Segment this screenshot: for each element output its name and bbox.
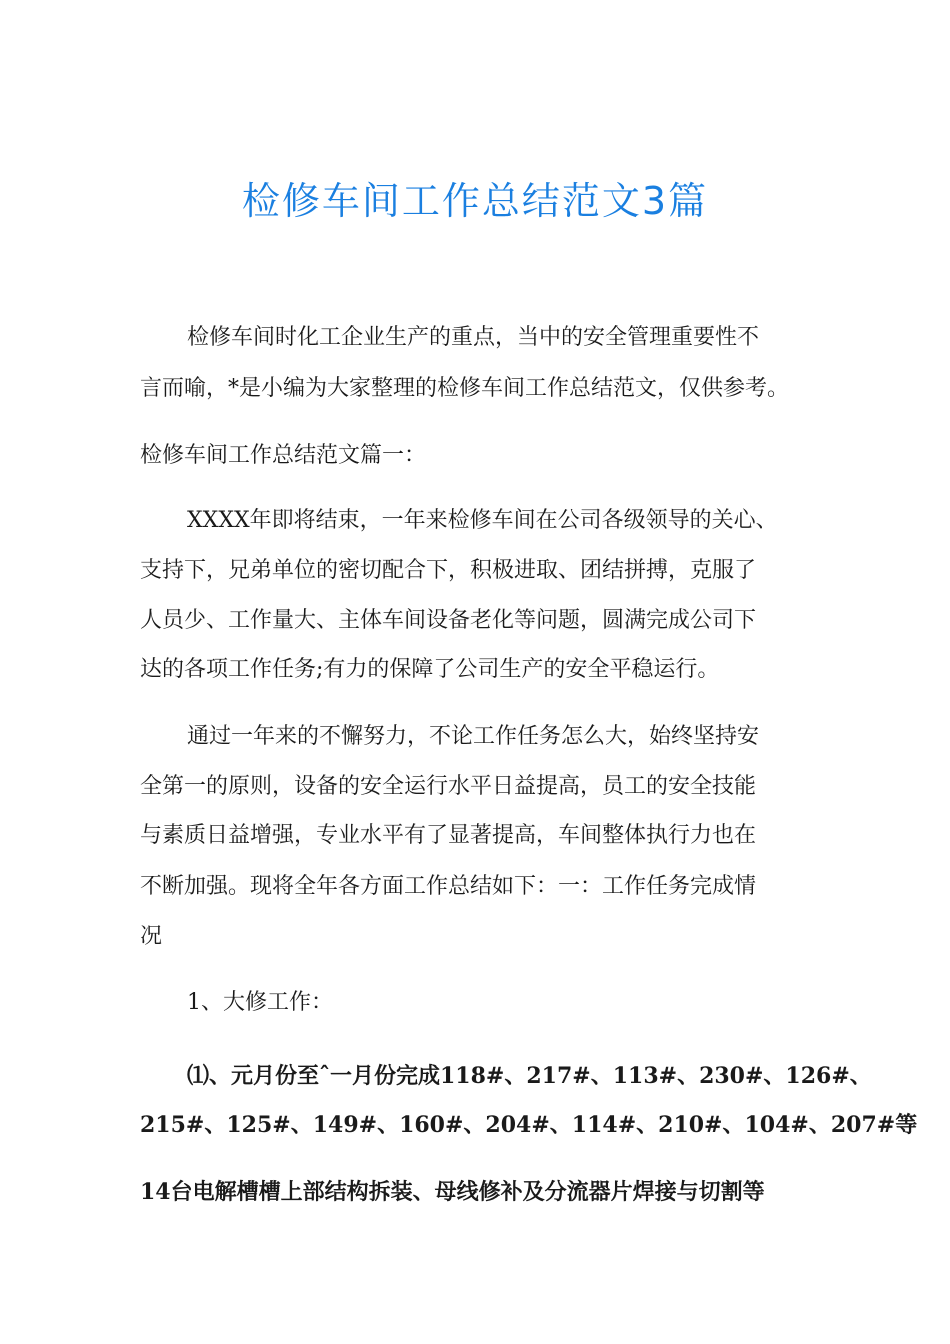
- paragraph-2-line-4: 不断加强。现将全年各方面工作总结如下：一：工作任务完成情: [140, 874, 757, 899]
- item-line-2: 215#、125#、149#、160#、204#、114#、210#、104#、207#等: [140, 1112, 918, 1138]
- document-title: 检修车间工作总结范文3篇: [241, 179, 709, 223]
- paragraph-2-line-3: 与素质日益增强，专业水平有了显著提高，车间整体执行力也在: [140, 823, 757, 848]
- paragraph-1-line-1: XXXX年即将结束，一年来检修车间在公司各级领导的关心、: [187, 508, 778, 533]
- paragraph-2-line-2: 全第一的原则，设备的安全运行水平日益提高，员工的安全技能: [140, 774, 757, 799]
- intro-line-2: 言而喻，*是小编为大家整理的检修车间工作总结范文，仅供参考。: [140, 376, 790, 401]
- section-heading: 检修车间工作总结范文篇一：: [140, 443, 427, 468]
- paragraph-1-line-4: 达的各项工作任务;有力的保障了公司生产的安全平稳运行。: [140, 657, 720, 682]
- paragraph-1-line-2: 支持下，兄弟单位的密切配合下，积极进取、团结拼搏，克服了: [140, 558, 757, 583]
- item-line-1: ⑴、元月份至ˆ一月份完成118#、217#、113#、230#、126#、: [187, 1063, 872, 1089]
- paragraph-2-line-5: 况: [140, 924, 163, 949]
- paragraph-1-line-3: 人员少、工作量大、主体车间设备老化等问题，圆满完成公司下: [140, 608, 757, 633]
- intro-line-1: 检修车间时化工企业生产的重点，当中的安全管理重要性不: [187, 325, 760, 350]
- subsection-heading: 1、大修工作：: [187, 990, 333, 1015]
- paragraph-2-line-1: 通过一年来的不懈努力，不论工作任务怎么大，始终坚持安: [187, 724, 760, 749]
- item-line-3: 14台电解槽槽上部结构拆装、母线修补及分流器片焊接与切割等: [140, 1179, 765, 1205]
